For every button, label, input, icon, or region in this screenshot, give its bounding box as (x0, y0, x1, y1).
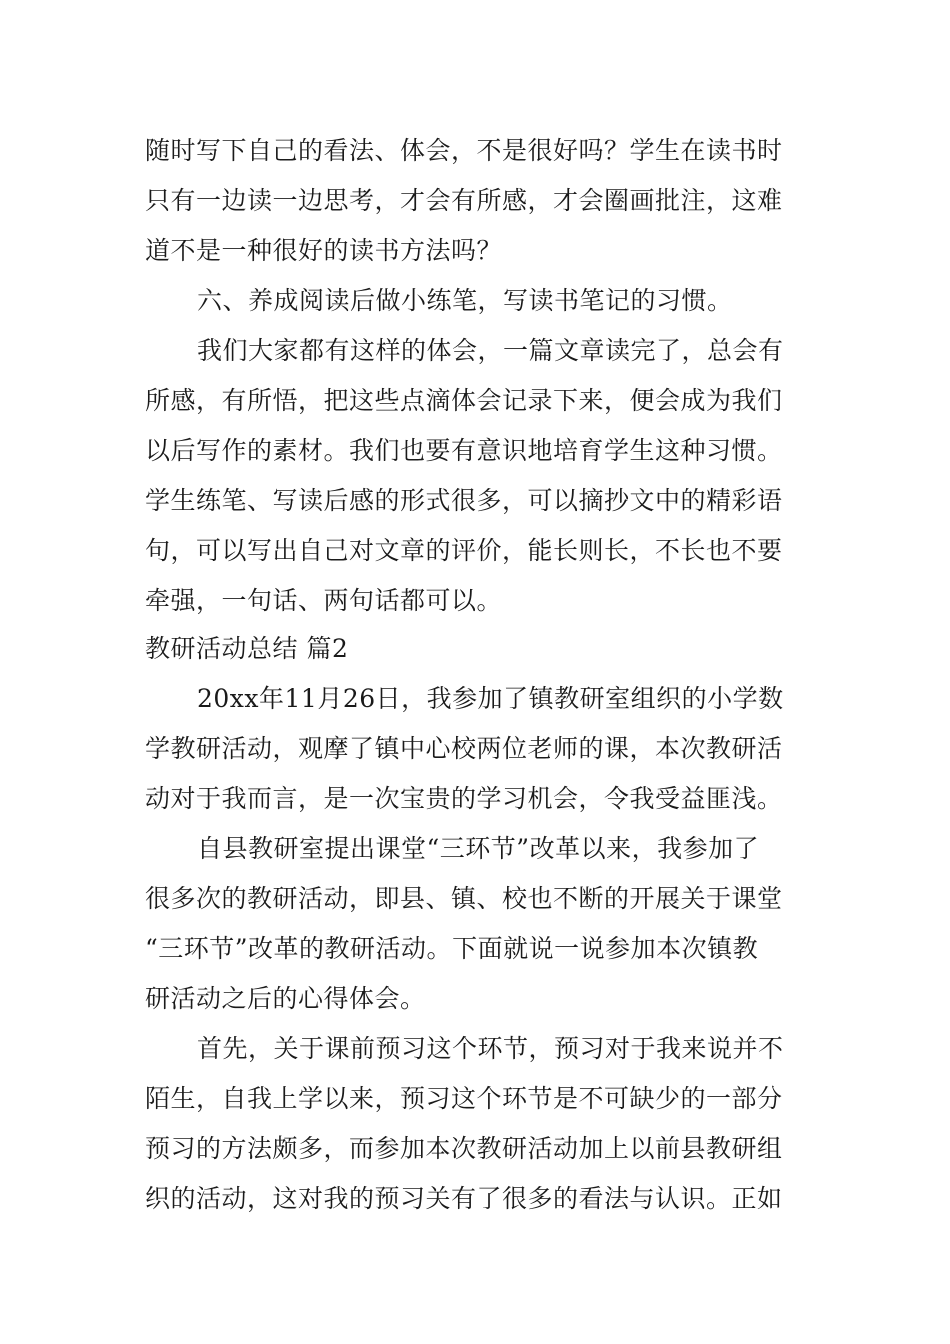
text-line: “三环节”改革的教研活动。下面就说一说参加本次镇教 (145, 934, 759, 963)
text-line: 很多次的教研活动，即县、镇、校也不断的开展关于课堂 (145, 884, 783, 913)
text-line: 首先，关于课前预习这个环节，预习对于我来说并不 (197, 1034, 784, 1063)
text-line: 预习的方法颇多，而参加本次教研活动加上以前县教研组 (145, 1134, 783, 1163)
text-line: 研活动之后的心得体会。 (145, 984, 426, 1013)
text-line: 牵强，一句话、两句话都可以。 (145, 586, 503, 615)
text-line: 陌生，自我上学以来，预习这个环节是不可缺少的一部分 (145, 1084, 783, 1113)
text-line: 自县教研室提出课堂“三环节”改革以来，我参加了 (197, 834, 760, 863)
text-line: 只有一边读一边思考，才会有所感，才会圈画批注，这难 (145, 186, 783, 215)
section-heading: 六、养成阅读后做小练笔，写读书笔记的习惯。 (197, 286, 733, 315)
text-line: 所感，有所悟，把这些点滴体会记录下来，便会成为我们 (145, 386, 783, 415)
text-line: 动对于我而言，是一次宝贵的学习机会，令我受益匪浅。 (145, 784, 783, 813)
text-line: 道不是一种很好的读书方法吗？ (145, 236, 503, 265)
text-line: 我们大家都有这样的体会，一篇文章读完了，总会有 (197, 336, 784, 365)
article-title: 教研活动总结 篇2 (145, 634, 349, 663)
text-line: 学教研活动，观摩了镇中心校两位老师的课，本次教研活 (145, 734, 783, 763)
text-line: 20xx年11月26日，我参加了镇教研室组织的小学数 (197, 684, 784, 713)
text-line: 随时写下自己的看法、体会，不是很好吗？学生在读书时 (145, 136, 783, 165)
text-line: 学生练笔、写读后感的形式很多，可以摘抄文中的精彩语 (145, 486, 783, 515)
text-line: 句，可以写出自己对文章的评价，能长则长，不长也不要 (145, 536, 783, 565)
text-line: 以后写作的素材。我们也要有意识地培育学生这种习惯。 (145, 436, 783, 465)
text-line: 织的活动，这对我的预习关有了很多的看法与认识。正如 (145, 1184, 783, 1213)
